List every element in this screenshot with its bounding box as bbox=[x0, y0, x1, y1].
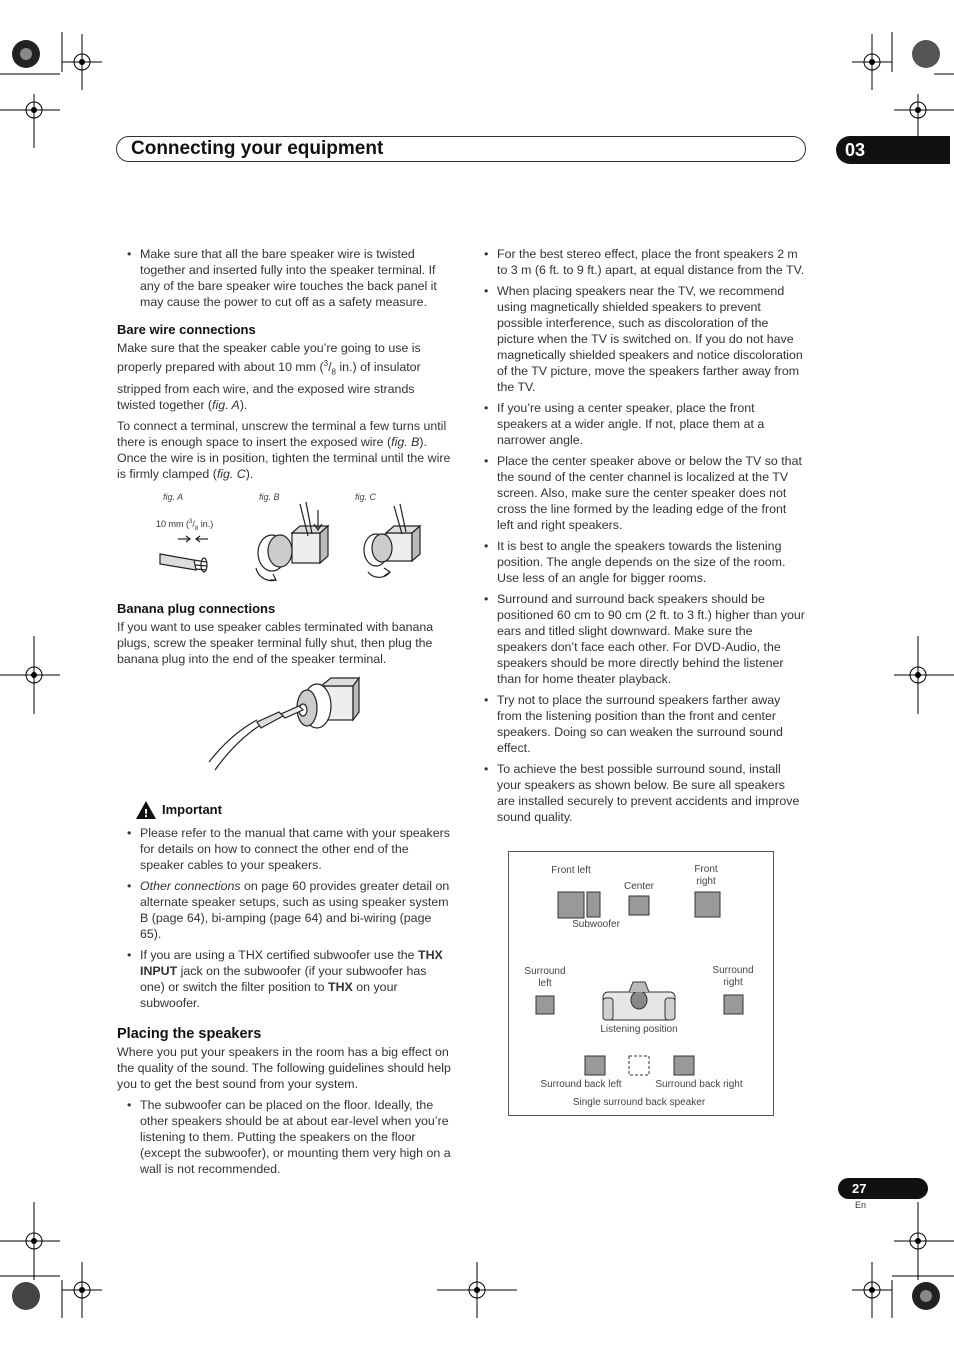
important-list bbox=[117, 825, 451, 1011]
intro-bullet: • Make sure that all the bare speaker wire is twisted together and inserted fully into the speaker terminal. If any of the bare speaker wire touches the back panel it may cause the power to cut off as a safety measure. bbox=[117, 246, 451, 310]
subwoofer-label: Subwoofer bbox=[572, 919, 620, 930]
warning-icon bbox=[135, 800, 157, 820]
bare-wire-para2: To connect a terminal, unscrew the terminal a few turns until there is enough space to insert the exposed wire (fig. B). Once the wire is in position, tighten the terminal until the wire is firmly clamped (fig. C). bbox=[117, 418, 451, 481]
surround-back-right-label: Surround back right bbox=[655, 1079, 743, 1090]
surround-right-label: Surround right bbox=[712, 965, 754, 988]
placing-speakers-heading: Placing the speakers bbox=[117, 1025, 262, 1042]
banana-plug-illustration bbox=[205, 672, 375, 777]
fig-c-label: fig. C bbox=[355, 492, 377, 502]
figures-abc bbox=[150, 488, 450, 588]
placing-speakers-text: Where you put your speakers in the room has a big effect on the quality of the sound. The following guidelines should help you to get the best sound from your system. bbox=[117, 1044, 451, 1091]
guideline-bullet: • Surround and surround back speakers should be positioned 60 cm to 90 cm (2 ft. to 3 ft.) higher than your ears and titled slight downward. Make sure the speakers don’t face each other. For DVD-Audio, the speakers should be more directly behind the listener than for home theater playback. bbox=[474, 591, 806, 687]
terminal-illustrations bbox=[150, 488, 450, 588]
guideline-bullet: • Try not to place the surround speakers farther away from the listening position than the front and center speakers. Doing so can weaken the surround sound effect. bbox=[474, 692, 806, 756]
placing-bullet-1: • The subwoofer can be placed on the floor. Ideally, the other speakers should be at about ear-level when you’re listening to them. Putting the speakers on the floor (except the subwoofer), or mounting them very high on a wall is not recommended. bbox=[117, 1097, 451, 1177]
bare-wire-heading: Bare wire connections bbox=[117, 322, 256, 337]
speaker-placement-diagram bbox=[508, 851, 774, 1116]
bare-wire-para1: Make sure that the speaker cable you’re going to use is properly prepared with about 10 mm ($^3/_8$ in.) of insulator stripped from each wire, and the exposed wire strands twisted together (fig. A). bbox=[117, 341, 421, 412]
guideline-bullet: • It is best to angle the speakers towards the listening position. The angle depends on the size of the room. Use less of an angle for bigger rooms. bbox=[474, 538, 806, 586]
page-number: 27 bbox=[838, 1178, 928, 1199]
front-right-label: Front right bbox=[694, 864, 718, 887]
center-label: Center bbox=[623, 881, 654, 892]
fig-a-measure: 10 mm ($^3/_8$ in.) bbox=[156, 519, 214, 532]
important-bullet-2: • Other connections on page 60 provides greater detail on alternate speaker setups, such as using speaker system B (page 64), bi-amping (page 64) and bi-wiring (page 65). bbox=[117, 878, 451, 942]
listening-position-label: Listening position bbox=[600, 1024, 678, 1035]
placing-list bbox=[117, 1097, 451, 1177]
banana-plug-heading: Banana plug connections bbox=[117, 600, 276, 616]
page-title: Connecting your equipment bbox=[131, 138, 384, 159]
guideline-bullet: • To achieve the best possible surround sound, install your speakers as shown below. Be sure all speakers are installed securely to prevent accidents and improve sound quality. bbox=[474, 761, 806, 825]
important-heading: ! Important bbox=[135, 800, 451, 820]
banana-plug-text: If you want to use speaker cables terminated with banana plugs, screw the speaker terminal fully shut, then plug the banana plug into the end of the speaker terminal. bbox=[117, 619, 434, 666]
important-bullet-1: • Please refer to the manual that came with your speakers for details on how to connect the other end of the speaker cables to your speakers. bbox=[117, 825, 451, 873]
guideline-bullet: • If you’re using a center speaker, place the front speakers at a wider angle. If not, place them at a narrower angle. bbox=[474, 400, 806, 448]
intro-list bbox=[117, 246, 451, 310]
guideline-bullet: • Place the center speaker above or below the TV so that the sound of the center channel is localized at the TV screen. Also, make sure the center speaker does not cross the line formed by the leading edge of the front left and right speakers. bbox=[474, 453, 806, 533]
single-surround-back-label: Single surround back speaker bbox=[572, 1097, 706, 1108]
important-bullet-3: • If you are using a THX certified subwoofer use the THX INPUT jack on the subwoofer (if your subwoofer has one) or switch the filter position to THX on your subwoofer. bbox=[117, 947, 451, 1011]
language-code: En bbox=[855, 1200, 867, 1210]
surround-left-label: Surround left bbox=[524, 966, 566, 989]
right-column bbox=[474, 246, 806, 830]
fig-b-label: fig. B bbox=[259, 492, 280, 502]
speaker-layout-shapes bbox=[509, 852, 775, 1117]
front-left-label: Front left bbox=[551, 865, 591, 876]
guideline-bullet: • When placing speakers near the TV, we recommend using magnetically shielded speakers to prevent possible interference, such as discoloration of the picture when the TV is switched on. If you do not have magnetically shielded speakers and notice discoloration of the TV picture, move the speakers farther away from the TV. bbox=[474, 283, 806, 395]
surround-back-left-label: Surround back left bbox=[540, 1079, 622, 1090]
fig-a-label: fig. A bbox=[163, 492, 184, 502]
placement-guidelines-list bbox=[474, 246, 806, 825]
guideline-bullet: • For the best stereo effect, place the front speakers 2 m to 3 m (6 ft. to 9 ft.) apart, at equal distance from the TV. bbox=[474, 246, 806, 278]
svg-text:!: ! bbox=[143, 806, 149, 820]
chapter-number-tab: 03 bbox=[836, 136, 950, 164]
